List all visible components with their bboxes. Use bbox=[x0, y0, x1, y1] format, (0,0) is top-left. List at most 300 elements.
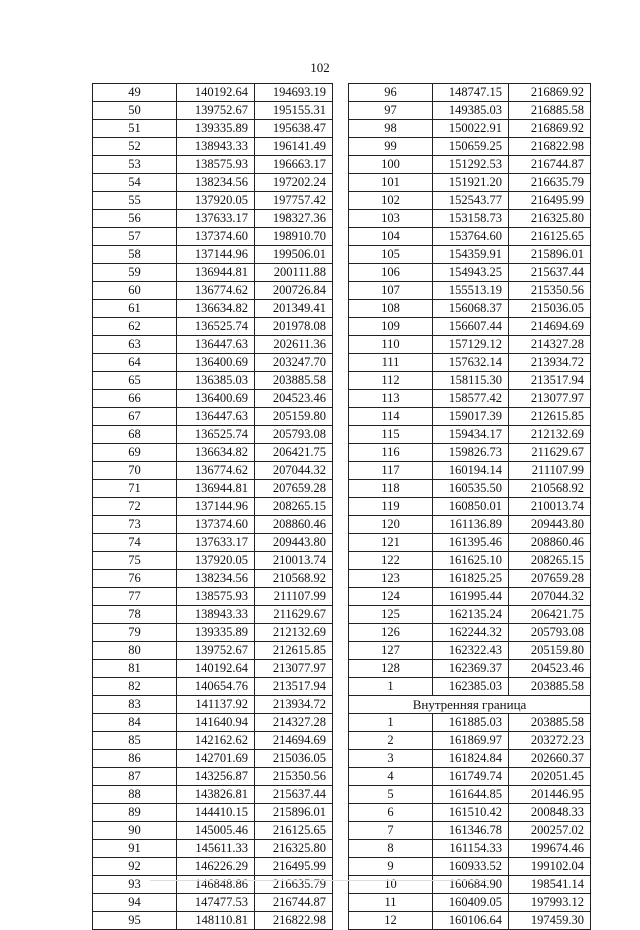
y-coordinate-cell: 196141.49 bbox=[255, 138, 333, 156]
y-coordinate-cell: 207044.32 bbox=[255, 462, 333, 480]
y-coordinate-cell: 214327.28 bbox=[509, 336, 591, 354]
y-coordinate-cell: 198910.70 bbox=[255, 228, 333, 246]
table-row bbox=[349, 408, 591, 426]
x-coordinate-cell: 138943.33 bbox=[177, 138, 255, 156]
y-coordinate-cell: 206421.75 bbox=[255, 444, 333, 462]
x-coordinate-cell: 142701.69 bbox=[177, 750, 255, 768]
y-coordinate-cell: 214694.69 bbox=[509, 318, 591, 336]
point-number-cell: 86 bbox=[93, 750, 177, 768]
section-heading-row bbox=[349, 696, 591, 714]
point-number-cell: 87 bbox=[93, 768, 177, 786]
y-coordinate-cell: 197202.24 bbox=[255, 174, 333, 192]
table-row bbox=[349, 552, 591, 570]
point-number-cell: 91 bbox=[93, 840, 177, 858]
table-row bbox=[93, 246, 333, 264]
point-number-cell: 106 bbox=[349, 264, 433, 282]
point-number-cell: 57 bbox=[93, 228, 177, 246]
x-coordinate-cell: 161644.85 bbox=[433, 786, 509, 804]
x-coordinate-cell: 157632.14 bbox=[433, 354, 509, 372]
y-coordinate-cell: 197993.12 bbox=[509, 894, 591, 912]
table-row bbox=[93, 858, 333, 876]
y-coordinate-cell: 215637.44 bbox=[509, 264, 591, 282]
y-coordinate-cell: 202660.37 bbox=[509, 750, 591, 768]
table-row bbox=[349, 84, 591, 102]
table-row bbox=[93, 660, 333, 678]
x-coordinate-cell: 139335.89 bbox=[177, 120, 255, 138]
table-row bbox=[93, 786, 333, 804]
x-coordinate-cell: 136944.81 bbox=[177, 264, 255, 282]
x-coordinate-cell: 147477.53 bbox=[177, 894, 255, 912]
y-coordinate-cell: 213077.97 bbox=[509, 390, 591, 408]
point-number-cell: 122 bbox=[349, 552, 433, 570]
y-coordinate-cell: 207659.28 bbox=[509, 570, 591, 588]
y-coordinate-cell: 201446.95 bbox=[509, 786, 591, 804]
point-number-cell: 67 bbox=[93, 408, 177, 426]
table-row bbox=[349, 624, 591, 642]
table-row bbox=[349, 876, 591, 894]
point-number-cell: 77 bbox=[93, 588, 177, 606]
x-coordinate-cell: 145611.33 bbox=[177, 840, 255, 858]
point-number-cell: 60 bbox=[93, 282, 177, 300]
point-number-cell: 94 bbox=[93, 894, 177, 912]
table-row bbox=[93, 192, 333, 210]
x-coordinate-cell: 155513.19 bbox=[433, 282, 509, 300]
x-coordinate-cell: 137633.17 bbox=[177, 534, 255, 552]
y-coordinate-cell: 199674.46 bbox=[509, 840, 591, 858]
point-number-cell: 69 bbox=[93, 444, 177, 462]
point-number-cell: 5 bbox=[349, 786, 433, 804]
table-row bbox=[349, 840, 591, 858]
coordinates-table-right bbox=[348, 83, 591, 930]
point-number-cell: 53 bbox=[93, 156, 177, 174]
table-row bbox=[349, 570, 591, 588]
y-coordinate-cell: 197459.30 bbox=[509, 912, 591, 930]
table-row bbox=[93, 768, 333, 786]
x-coordinate-cell: 138234.56 bbox=[177, 570, 255, 588]
y-coordinate-cell: 205793.08 bbox=[255, 426, 333, 444]
y-coordinate-cell: 212615.85 bbox=[509, 408, 591, 426]
point-number-cell: 120 bbox=[349, 516, 433, 534]
y-coordinate-cell: 211107.99 bbox=[255, 588, 333, 606]
table-row bbox=[93, 318, 333, 336]
y-coordinate-cell: 211107.99 bbox=[509, 462, 591, 480]
table-row bbox=[93, 534, 333, 552]
table-row bbox=[93, 336, 333, 354]
point-number-cell: 123 bbox=[349, 570, 433, 588]
y-coordinate-cell: 216822.98 bbox=[509, 138, 591, 156]
y-coordinate-cell: 205159.80 bbox=[509, 642, 591, 660]
y-coordinate-cell: 216885.58 bbox=[509, 102, 591, 120]
y-coordinate-cell: 203272.23 bbox=[509, 732, 591, 750]
table-row bbox=[349, 732, 591, 750]
y-coordinate-cell: 198327.36 bbox=[255, 210, 333, 228]
x-coordinate-cell: 162385.03 bbox=[433, 678, 509, 696]
x-coordinate-cell: 139752.67 bbox=[177, 102, 255, 120]
point-number-cell: 105 bbox=[349, 246, 433, 264]
x-coordinate-cell: 151292.53 bbox=[433, 156, 509, 174]
y-coordinate-cell: 194693.19 bbox=[255, 84, 333, 102]
point-number-cell: 108 bbox=[349, 300, 433, 318]
coordinates-table-left bbox=[92, 83, 333, 930]
point-number-cell: 93 bbox=[93, 876, 177, 894]
point-number-cell: 79 bbox=[93, 624, 177, 642]
y-coordinate-cell: 216869.92 bbox=[509, 84, 591, 102]
table-row bbox=[93, 570, 333, 588]
y-coordinate-cell: 200726.84 bbox=[255, 282, 333, 300]
y-coordinate-cell: 214327.28 bbox=[255, 714, 333, 732]
y-coordinate-cell: 201978.08 bbox=[255, 318, 333, 336]
y-coordinate-cell: 208860.46 bbox=[509, 534, 591, 552]
point-number-cell: 9 bbox=[349, 858, 433, 876]
table-row bbox=[93, 516, 333, 534]
x-coordinate-cell: 149385.03 bbox=[433, 102, 509, 120]
table-row bbox=[349, 642, 591, 660]
x-coordinate-cell: 146226.29 bbox=[177, 858, 255, 876]
point-number-cell: 103 bbox=[349, 210, 433, 228]
table-row bbox=[93, 138, 333, 156]
y-coordinate-cell: 199102.04 bbox=[509, 858, 591, 876]
x-coordinate-cell: 153764.60 bbox=[433, 228, 509, 246]
x-coordinate-cell: 160535.50 bbox=[433, 480, 509, 498]
table-row bbox=[349, 354, 591, 372]
table-row bbox=[349, 588, 591, 606]
table-row bbox=[349, 462, 591, 480]
y-coordinate-cell: 203885.58 bbox=[509, 678, 591, 696]
point-number-cell: 50 bbox=[93, 102, 177, 120]
x-coordinate-cell: 161825.25 bbox=[433, 570, 509, 588]
table-row bbox=[93, 624, 333, 642]
y-coordinate-cell: 215896.01 bbox=[255, 804, 333, 822]
point-number-cell: 89 bbox=[93, 804, 177, 822]
table-row bbox=[93, 480, 333, 498]
x-coordinate-cell: 136774.62 bbox=[177, 282, 255, 300]
table-row bbox=[93, 282, 333, 300]
point-number-cell: 88 bbox=[93, 786, 177, 804]
point-number-cell: 81 bbox=[93, 660, 177, 678]
x-coordinate-cell: 136634.82 bbox=[177, 300, 255, 318]
point-number-cell: 82 bbox=[93, 678, 177, 696]
y-coordinate-cell: 197757.42 bbox=[255, 192, 333, 210]
table-row bbox=[93, 912, 333, 930]
y-coordinate-cell: 198541.14 bbox=[509, 876, 591, 894]
y-coordinate-cell: 216822.98 bbox=[255, 912, 333, 930]
point-number-cell: 58 bbox=[93, 246, 177, 264]
table-row bbox=[349, 228, 591, 246]
x-coordinate-cell: 154943.25 bbox=[433, 264, 509, 282]
table-row bbox=[93, 894, 333, 912]
point-number-cell: 124 bbox=[349, 588, 433, 606]
point-number-cell: 8 bbox=[349, 840, 433, 858]
table-row bbox=[93, 552, 333, 570]
point-number-cell: 7 bbox=[349, 822, 433, 840]
x-coordinate-cell: 138575.93 bbox=[177, 156, 255, 174]
point-number-cell: 119 bbox=[349, 498, 433, 516]
y-coordinate-cell: 205793.08 bbox=[509, 624, 591, 642]
x-coordinate-cell: 142162.62 bbox=[177, 732, 255, 750]
table-row bbox=[349, 894, 591, 912]
point-number-cell: 101 bbox=[349, 174, 433, 192]
table-row bbox=[349, 516, 591, 534]
point-number-cell: 56 bbox=[93, 210, 177, 228]
y-coordinate-cell: 211629.67 bbox=[255, 606, 333, 624]
point-number-cell: 99 bbox=[349, 138, 433, 156]
table-row bbox=[93, 750, 333, 768]
x-coordinate-cell: 160850.01 bbox=[433, 498, 509, 516]
x-coordinate-cell: 138234.56 bbox=[177, 174, 255, 192]
y-coordinate-cell: 209443.80 bbox=[509, 516, 591, 534]
x-coordinate-cell: 137374.60 bbox=[177, 516, 255, 534]
y-coordinate-cell: 213934.72 bbox=[255, 696, 333, 714]
y-coordinate-cell: 215036.05 bbox=[255, 750, 333, 768]
point-number-cell: 114 bbox=[349, 408, 433, 426]
table-row bbox=[349, 426, 591, 444]
x-coordinate-cell: 136944.81 bbox=[177, 480, 255, 498]
y-coordinate-cell: 213517.94 bbox=[509, 372, 591, 390]
x-coordinate-cell: 141640.94 bbox=[177, 714, 255, 732]
scan-edge-line bbox=[150, 880, 490, 881]
point-number-cell: 80 bbox=[93, 642, 177, 660]
table-row bbox=[349, 102, 591, 120]
y-coordinate-cell: 203247.70 bbox=[255, 354, 333, 372]
x-coordinate-cell: 162369.37 bbox=[433, 660, 509, 678]
table-row bbox=[349, 282, 591, 300]
table-row bbox=[93, 498, 333, 516]
y-coordinate-cell: 216744.87 bbox=[509, 156, 591, 174]
left-table-body bbox=[93, 84, 333, 930]
x-coordinate-cell: 144410.15 bbox=[177, 804, 255, 822]
table-row bbox=[349, 480, 591, 498]
table-row bbox=[93, 606, 333, 624]
x-coordinate-cell: 137920.05 bbox=[177, 552, 255, 570]
point-number-cell: 121 bbox=[349, 534, 433, 552]
x-coordinate-cell: 159434.17 bbox=[433, 426, 509, 444]
x-coordinate-cell: 160933.52 bbox=[433, 858, 509, 876]
x-coordinate-cell: 158115.30 bbox=[433, 372, 509, 390]
point-number-cell: 54 bbox=[93, 174, 177, 192]
x-coordinate-cell: 154359.91 bbox=[433, 246, 509, 264]
x-coordinate-cell: 156068.37 bbox=[433, 300, 509, 318]
y-coordinate-cell: 202051.45 bbox=[509, 768, 591, 786]
x-coordinate-cell: 161995.44 bbox=[433, 588, 509, 606]
x-coordinate-cell: 143826.81 bbox=[177, 786, 255, 804]
point-number-cell: 97 bbox=[349, 102, 433, 120]
y-coordinate-cell: 200111.88 bbox=[255, 264, 333, 282]
table-row bbox=[349, 912, 591, 930]
point-number-cell: 73 bbox=[93, 516, 177, 534]
y-coordinate-cell: 205159.80 bbox=[255, 408, 333, 426]
y-coordinate-cell: 200848.33 bbox=[509, 804, 591, 822]
table-row bbox=[349, 804, 591, 822]
right-table-body bbox=[349, 84, 591, 930]
point-number-cell: 68 bbox=[93, 426, 177, 444]
table-row bbox=[349, 534, 591, 552]
y-coordinate-cell: 213517.94 bbox=[255, 678, 333, 696]
point-number-cell: 116 bbox=[349, 444, 433, 462]
y-coordinate-cell: 216635.79 bbox=[255, 876, 333, 894]
x-coordinate-cell: 160106.64 bbox=[433, 912, 509, 930]
table-row bbox=[349, 786, 591, 804]
y-coordinate-cell: 199506.01 bbox=[255, 246, 333, 264]
x-coordinate-cell: 161510.42 bbox=[433, 804, 509, 822]
x-coordinate-cell: 137144.96 bbox=[177, 246, 255, 264]
table-row bbox=[349, 768, 591, 786]
table-row bbox=[93, 732, 333, 750]
point-number-cell: 109 bbox=[349, 318, 433, 336]
y-coordinate-cell: 216495.99 bbox=[509, 192, 591, 210]
table-row bbox=[349, 246, 591, 264]
table-row bbox=[349, 660, 591, 678]
point-number-cell: 59 bbox=[93, 264, 177, 282]
table-row bbox=[93, 588, 333, 606]
point-number-cell: 65 bbox=[93, 372, 177, 390]
table-row bbox=[93, 444, 333, 462]
y-coordinate-cell: 210013.74 bbox=[509, 498, 591, 516]
y-coordinate-cell: 207659.28 bbox=[255, 480, 333, 498]
x-coordinate-cell: 161395.46 bbox=[433, 534, 509, 552]
point-number-cell: 117 bbox=[349, 462, 433, 480]
table-row bbox=[349, 606, 591, 624]
x-coordinate-cell: 136400.69 bbox=[177, 354, 255, 372]
table-row bbox=[349, 390, 591, 408]
x-coordinate-cell: 157129.12 bbox=[433, 336, 509, 354]
y-coordinate-cell: 215350.56 bbox=[255, 768, 333, 786]
x-coordinate-cell: 161346.78 bbox=[433, 822, 509, 840]
x-coordinate-cell: 136525.74 bbox=[177, 426, 255, 444]
y-coordinate-cell: 208860.46 bbox=[255, 516, 333, 534]
point-number-cell: 61 bbox=[93, 300, 177, 318]
x-coordinate-cell: 161824.84 bbox=[433, 750, 509, 768]
point-number-cell: 4 bbox=[349, 768, 433, 786]
x-coordinate-cell: 143256.87 bbox=[177, 768, 255, 786]
point-number-cell: 72 bbox=[93, 498, 177, 516]
x-coordinate-cell: 140654.76 bbox=[177, 678, 255, 696]
y-coordinate-cell: 216325.80 bbox=[509, 210, 591, 228]
x-coordinate-cell: 136634.82 bbox=[177, 444, 255, 462]
table-row bbox=[93, 372, 333, 390]
point-number-cell: 64 bbox=[93, 354, 177, 372]
y-coordinate-cell: 202611.36 bbox=[255, 336, 333, 354]
point-number-cell: 115 bbox=[349, 426, 433, 444]
point-number-cell: 75 bbox=[93, 552, 177, 570]
point-number-cell: 49 bbox=[93, 84, 177, 102]
point-number-cell: 3 bbox=[349, 750, 433, 768]
x-coordinate-cell: 136400.69 bbox=[177, 390, 255, 408]
table-row bbox=[349, 858, 591, 876]
x-coordinate-cell: 162322.43 bbox=[433, 642, 509, 660]
table-row bbox=[349, 498, 591, 516]
table-row bbox=[93, 390, 333, 408]
y-coordinate-cell: 216495.99 bbox=[255, 858, 333, 876]
table-row bbox=[93, 156, 333, 174]
x-coordinate-cell: 139335.89 bbox=[177, 624, 255, 642]
y-coordinate-cell: 216869.92 bbox=[509, 120, 591, 138]
point-number-cell: 92 bbox=[93, 858, 177, 876]
x-coordinate-cell: 161749.74 bbox=[433, 768, 509, 786]
table-row bbox=[349, 192, 591, 210]
y-coordinate-cell: 195638.47 bbox=[255, 120, 333, 138]
point-number-cell: 100 bbox=[349, 156, 433, 174]
table-row bbox=[93, 300, 333, 318]
x-coordinate-cell: 136447.63 bbox=[177, 408, 255, 426]
y-coordinate-cell: 213077.97 bbox=[255, 660, 333, 678]
point-number-cell: 107 bbox=[349, 282, 433, 300]
table-row bbox=[349, 156, 591, 174]
x-coordinate-cell: 159826.73 bbox=[433, 444, 509, 462]
x-coordinate-cell: 141137.92 bbox=[177, 696, 255, 714]
y-coordinate-cell: 212132.69 bbox=[509, 426, 591, 444]
point-number-cell: 2 bbox=[349, 732, 433, 750]
y-coordinate-cell: 215896.01 bbox=[509, 246, 591, 264]
table-row bbox=[93, 120, 333, 138]
x-coordinate-cell: 162244.32 bbox=[433, 624, 509, 642]
point-number-cell: 85 bbox=[93, 732, 177, 750]
y-coordinate-cell: 200257.02 bbox=[509, 822, 591, 840]
y-coordinate-cell: 210013.74 bbox=[255, 552, 333, 570]
x-coordinate-cell: 153158.73 bbox=[433, 210, 509, 228]
x-coordinate-cell: 158577.42 bbox=[433, 390, 509, 408]
x-coordinate-cell: 151921.20 bbox=[433, 174, 509, 192]
table-row bbox=[93, 876, 333, 894]
point-number-cell: 12 bbox=[349, 912, 433, 930]
table-row bbox=[93, 264, 333, 282]
y-coordinate-cell: 195155.31 bbox=[255, 102, 333, 120]
point-number-cell: 126 bbox=[349, 624, 433, 642]
x-coordinate-cell: 140192.64 bbox=[177, 84, 255, 102]
table-row bbox=[93, 822, 333, 840]
x-coordinate-cell: 161625.10 bbox=[433, 552, 509, 570]
point-number-cell: 1 bbox=[349, 714, 433, 732]
table-row bbox=[93, 84, 333, 102]
x-coordinate-cell: 160194.14 bbox=[433, 462, 509, 480]
y-coordinate-cell: 210568.92 bbox=[255, 570, 333, 588]
point-number-cell: 84 bbox=[93, 714, 177, 732]
point-number-cell: 127 bbox=[349, 642, 433, 660]
x-coordinate-cell: 161885.03 bbox=[433, 714, 509, 732]
x-coordinate-cell: 145005.46 bbox=[177, 822, 255, 840]
y-coordinate-cell: 209443.80 bbox=[255, 534, 333, 552]
table-row bbox=[349, 750, 591, 768]
table-row bbox=[93, 102, 333, 120]
point-number-cell: 111 bbox=[349, 354, 433, 372]
y-coordinate-cell: 216325.80 bbox=[255, 840, 333, 858]
table-row bbox=[349, 138, 591, 156]
inner-boundary-heading: Внутренняя граница bbox=[349, 696, 591, 714]
y-coordinate-cell: 204523.46 bbox=[255, 390, 333, 408]
point-number-cell: 118 bbox=[349, 480, 433, 498]
y-coordinate-cell: 203885.58 bbox=[509, 714, 591, 732]
y-coordinate-cell: 201349.41 bbox=[255, 300, 333, 318]
point-number-cell: 102 bbox=[349, 192, 433, 210]
point-number-cell: 52 bbox=[93, 138, 177, 156]
x-coordinate-cell: 136774.62 bbox=[177, 462, 255, 480]
point-number-cell: 113 bbox=[349, 390, 433, 408]
x-coordinate-cell: 138943.33 bbox=[177, 606, 255, 624]
table-row bbox=[349, 336, 591, 354]
y-coordinate-cell: 216635.79 bbox=[509, 174, 591, 192]
x-coordinate-cell: 137374.60 bbox=[177, 228, 255, 246]
table-row bbox=[93, 696, 333, 714]
y-coordinate-cell: 212615.85 bbox=[255, 642, 333, 660]
point-number-cell: 104 bbox=[349, 228, 433, 246]
x-coordinate-cell: 161154.33 bbox=[433, 840, 509, 858]
y-coordinate-cell: 215036.05 bbox=[509, 300, 591, 318]
y-coordinate-cell: 203885.58 bbox=[255, 372, 333, 390]
x-coordinate-cell: 137144.96 bbox=[177, 498, 255, 516]
table-row bbox=[349, 822, 591, 840]
point-number-cell: 98 bbox=[349, 120, 433, 138]
x-coordinate-cell: 137633.17 bbox=[177, 210, 255, 228]
point-number-cell: 96 bbox=[349, 84, 433, 102]
